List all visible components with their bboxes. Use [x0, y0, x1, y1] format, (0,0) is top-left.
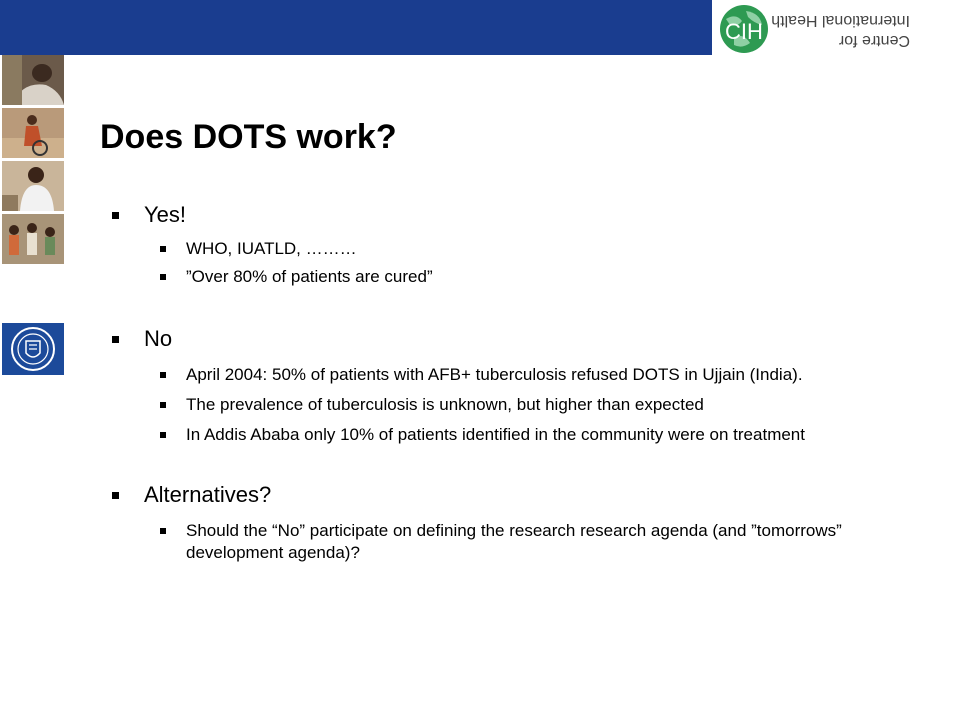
doctor-photo [2, 161, 64, 211]
section-heading-yes: Yes! [110, 200, 850, 230]
section-heading-alternatives: Alternatives? [110, 480, 850, 510]
photo-strip [0, 55, 66, 323]
logo-line-2: International Health [771, 12, 910, 29]
bullet-item: ”Over 80% of patients are cured” [110, 266, 850, 288]
bullet-item: WHO, IUATLD, ……… [110, 238, 850, 260]
bullet-item: April 2004: 50% of patients with AFB+ tuberculosis refused DOTS in Ujjain (India). [110, 364, 850, 386]
logo-text [771, 2, 910, 50]
cih-globe-icon [716, 3, 774, 55]
bullet-item: The prevalence of tuberculosis is unknown, but higher than expected [110, 394, 850, 416]
university-seal [2, 323, 64, 375]
logo-abbrev: CIH [725, 19, 763, 44]
slide-content [110, 200, 850, 564]
bullet-item: In Addis Ababa only 10% of patients identified in the community were on treatment [110, 424, 850, 446]
patient-photo [2, 55, 64, 105]
section-heading-no: No [110, 324, 850, 354]
bullet-item: Should the “No” participate on defining the research research agenda (and ”tomorrows” development agenda)? [110, 520, 850, 564]
slide-title: Does DOTS work? [100, 118, 397, 156]
logo-line-1: Centre for [838, 32, 910, 49]
group-photo [2, 214, 64, 264]
worker-photo [2, 108, 64, 158]
